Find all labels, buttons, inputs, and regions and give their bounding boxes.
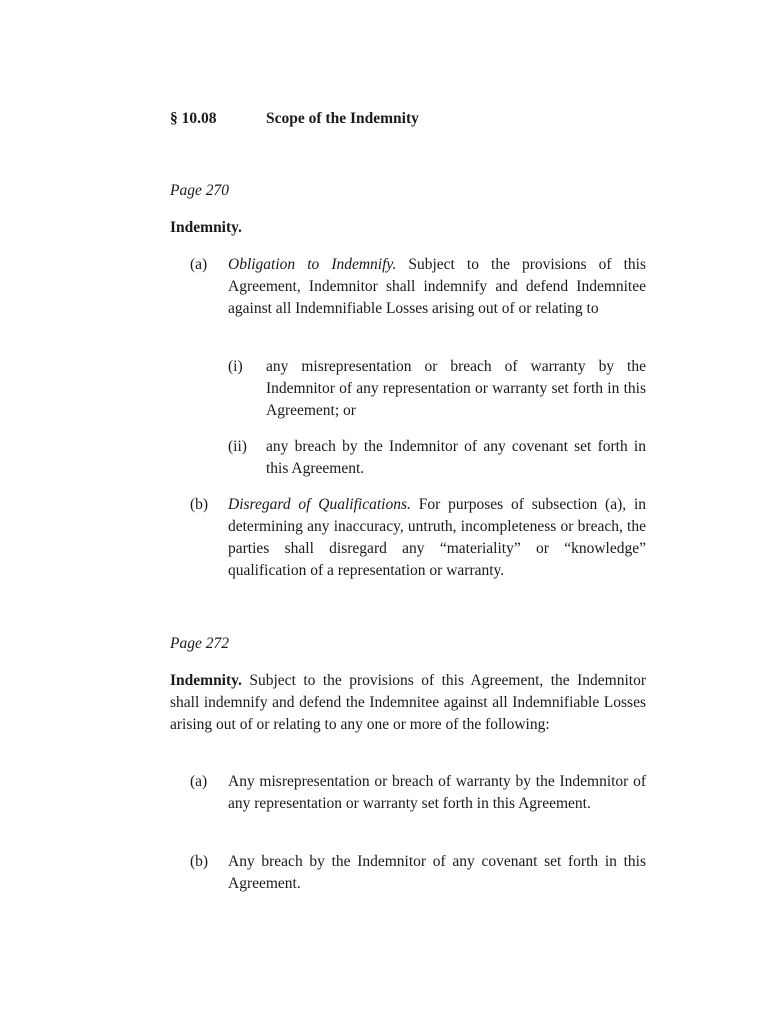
section-number: § 10.08: [170, 110, 217, 127]
clause-a-marker: (a): [190, 256, 208, 273]
clause-a-text: [228, 254, 646, 320]
clause-b-body: For purposes of subsection (a), in determining any inaccuracy, untruth, incompleteness or breach, the parties shall disregard any “materiality” or “knowledge” qualification of a representation or warranty.: [228, 496, 646, 579]
indemnity-heading-2: Indemnity.: [170, 672, 242, 689]
section-title: Scope of the Indemnity: [266, 110, 419, 127]
indemnity-heading-1: Indemnity.: [170, 219, 242, 236]
clause-i-marker: (i): [228, 358, 243, 375]
indemnity-intro-2: Subject to the provisions of this Agreement, the Indemnitor shall indemnify and defend the Indemnitee against all Indemnifiable Losses arising out of or relating to any one or more of the following:: [170, 672, 646, 733]
clause-a-body: Subject to the provisions of this Agreement, Indemnitor shall indemnify and defend Indemnitee against all Indemnifiable Losses arising out of or relating to: [228, 256, 646, 317]
section-heading: [170, 108, 419, 130]
clause-i-text: any misrepresentation or breach of warranty by the Indemnitor of any representation or warranty set forth in this Agreement; or: [266, 358, 646, 419]
clause-2b-text: Any breach by the Indemnitor of any covenant set forth in this Agreement.: [228, 853, 646, 892]
clause-b-text: [228, 494, 646, 582]
clause-ii-text: any breach by the Indemnitor of any covenant set forth in this Agreement.: [266, 438, 646, 477]
page-270-label: Page 270: [170, 182, 229, 199]
clause-a-lead: Obligation to Indemnify.: [228, 256, 397, 273]
clause-2a-text: Any misrepresentation or breach of warranty by the Indemnitor of any representation or warranty set forth in this Agreement.: [228, 773, 646, 812]
clause-2a-marker: (a): [190, 773, 208, 790]
clause-2b-marker: (b): [190, 853, 209, 870]
clause-b-marker: (b): [190, 496, 209, 513]
clause-b-lead: Disregard of Qualifications.: [228, 496, 411, 513]
clause-ii-marker: (ii): [228, 438, 247, 455]
page-272-label: Page 272: [170, 635, 229, 652]
indemnity-paragraph-2: [170, 670, 646, 736]
